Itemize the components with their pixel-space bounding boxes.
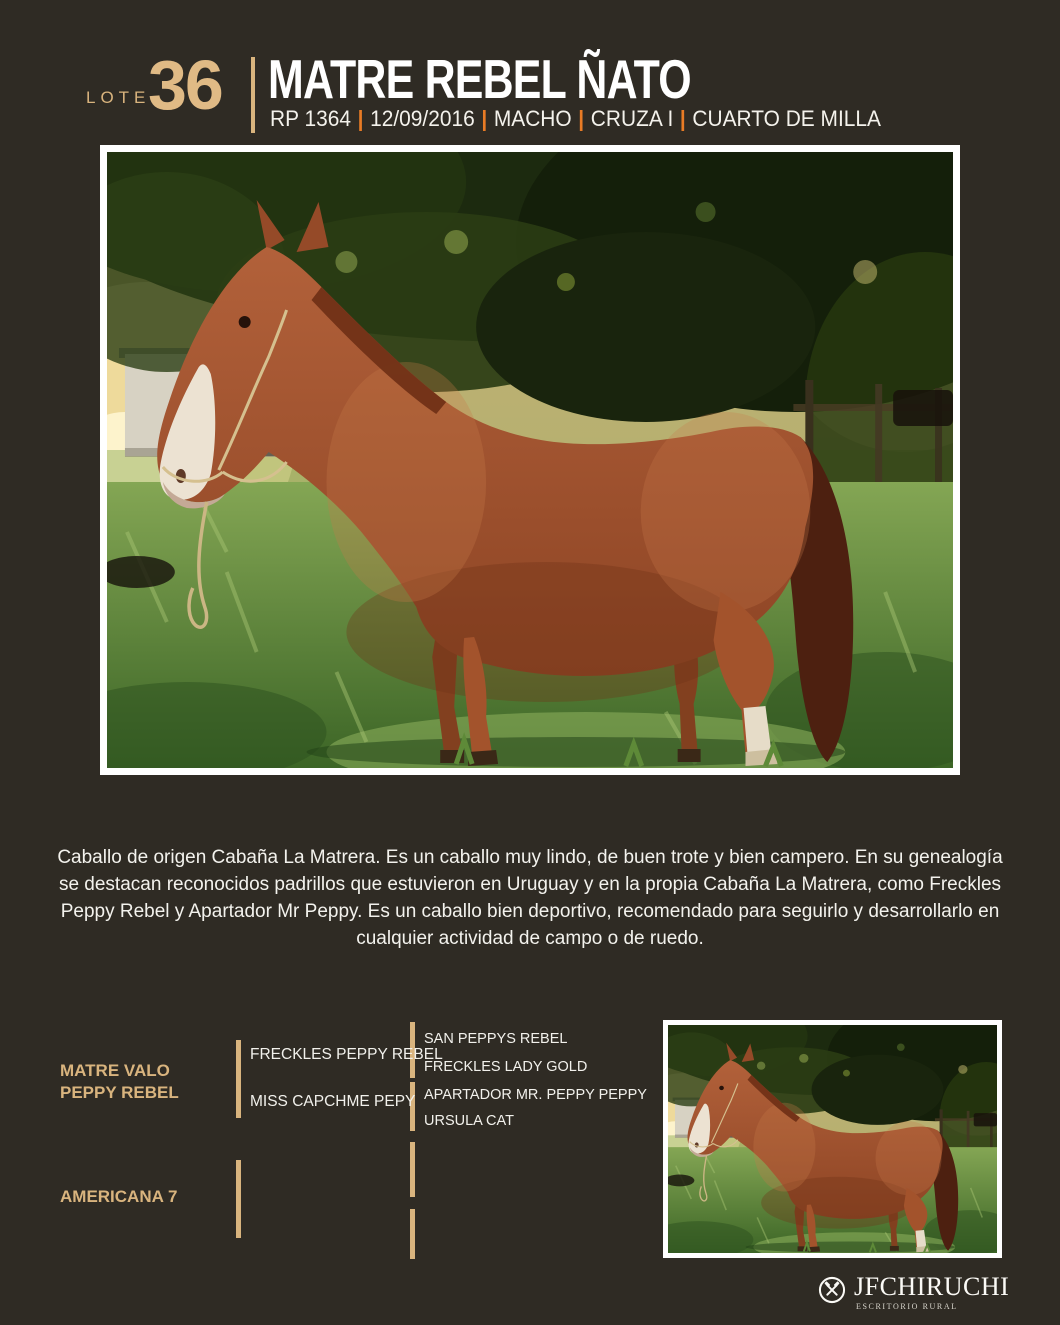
pedigree-dam-name: AMERICANA 7 [60,1187,178,1206]
rp-number: RP 1364 [270,106,351,131]
detail-separator: | [679,106,686,131]
pedigree-sire-name: MATRE VALO PEPPY REBEL [60,1061,179,1102]
crossed-gavels-icon [818,1276,846,1304]
horse-name-title: MATRE REBEL ÑATO [268,48,691,110]
pedigree-bar [236,1160,241,1238]
main-horse-photo [107,152,953,768]
birth-date: 12/09/2016 [370,106,475,131]
detail-separator: | [578,106,585,131]
pedigree-grandparent: APARTADOR MR. PEPPY PEPPY [424,1087,647,1103]
pedigree-horse-photo [668,1025,997,1253]
description-text: Caballo de origen Cabaña La Matrera. Es un caballo muy lindo, de buen trote y bien campero. En su genealogía se destacan reconocidos padrillos que estuvieron en Uruguay y en la propia Cabaña La Matrera, como Freckles Peppy Rebel y Apartador Mr Peppy. Es un caballo bien deportivo, recomendado para seguirlo y desarrollarlo en cualquier actividad de campo o de ruedo. [57,847,1003,949]
detail-separator: | [357,106,364,131]
main-photo-frame [100,145,960,775]
sex: MACHO [493,106,572,131]
pedigree-bar [410,1142,415,1197]
brand-logo [818,1270,1018,1318]
pedigree-grandparent: URSULA CAT [424,1113,514,1129]
header-divider [251,57,255,133]
cross: CRUZA I [590,106,674,131]
pedigree-sire-sire: FRECKLES PEPPY REBEL [250,1046,443,1063]
horse-details-line [270,106,881,132]
lot-number: 36 [148,46,222,124]
breed: CUARTO DE MILLA [692,106,881,131]
brand-subtitle: ESCRITORIO RURAL [856,1302,958,1311]
detail-separator: | [481,106,488,131]
pedigree-grandparent: SAN PEPPYS REBEL [424,1031,568,1047]
lot-label: LOTE [86,88,151,107]
pedigree-bar [410,1209,415,1259]
thumb-photo-frame [663,1020,1002,1258]
pedigree-bar [236,1040,241,1118]
pedigree-sire-dam: MISS CAPCHME PEPY [250,1093,416,1110]
brand-name: JFCHIRUCHI [854,1272,1010,1301]
pedigree-grandparent: FRECKLES LADY GOLD [424,1059,588,1075]
